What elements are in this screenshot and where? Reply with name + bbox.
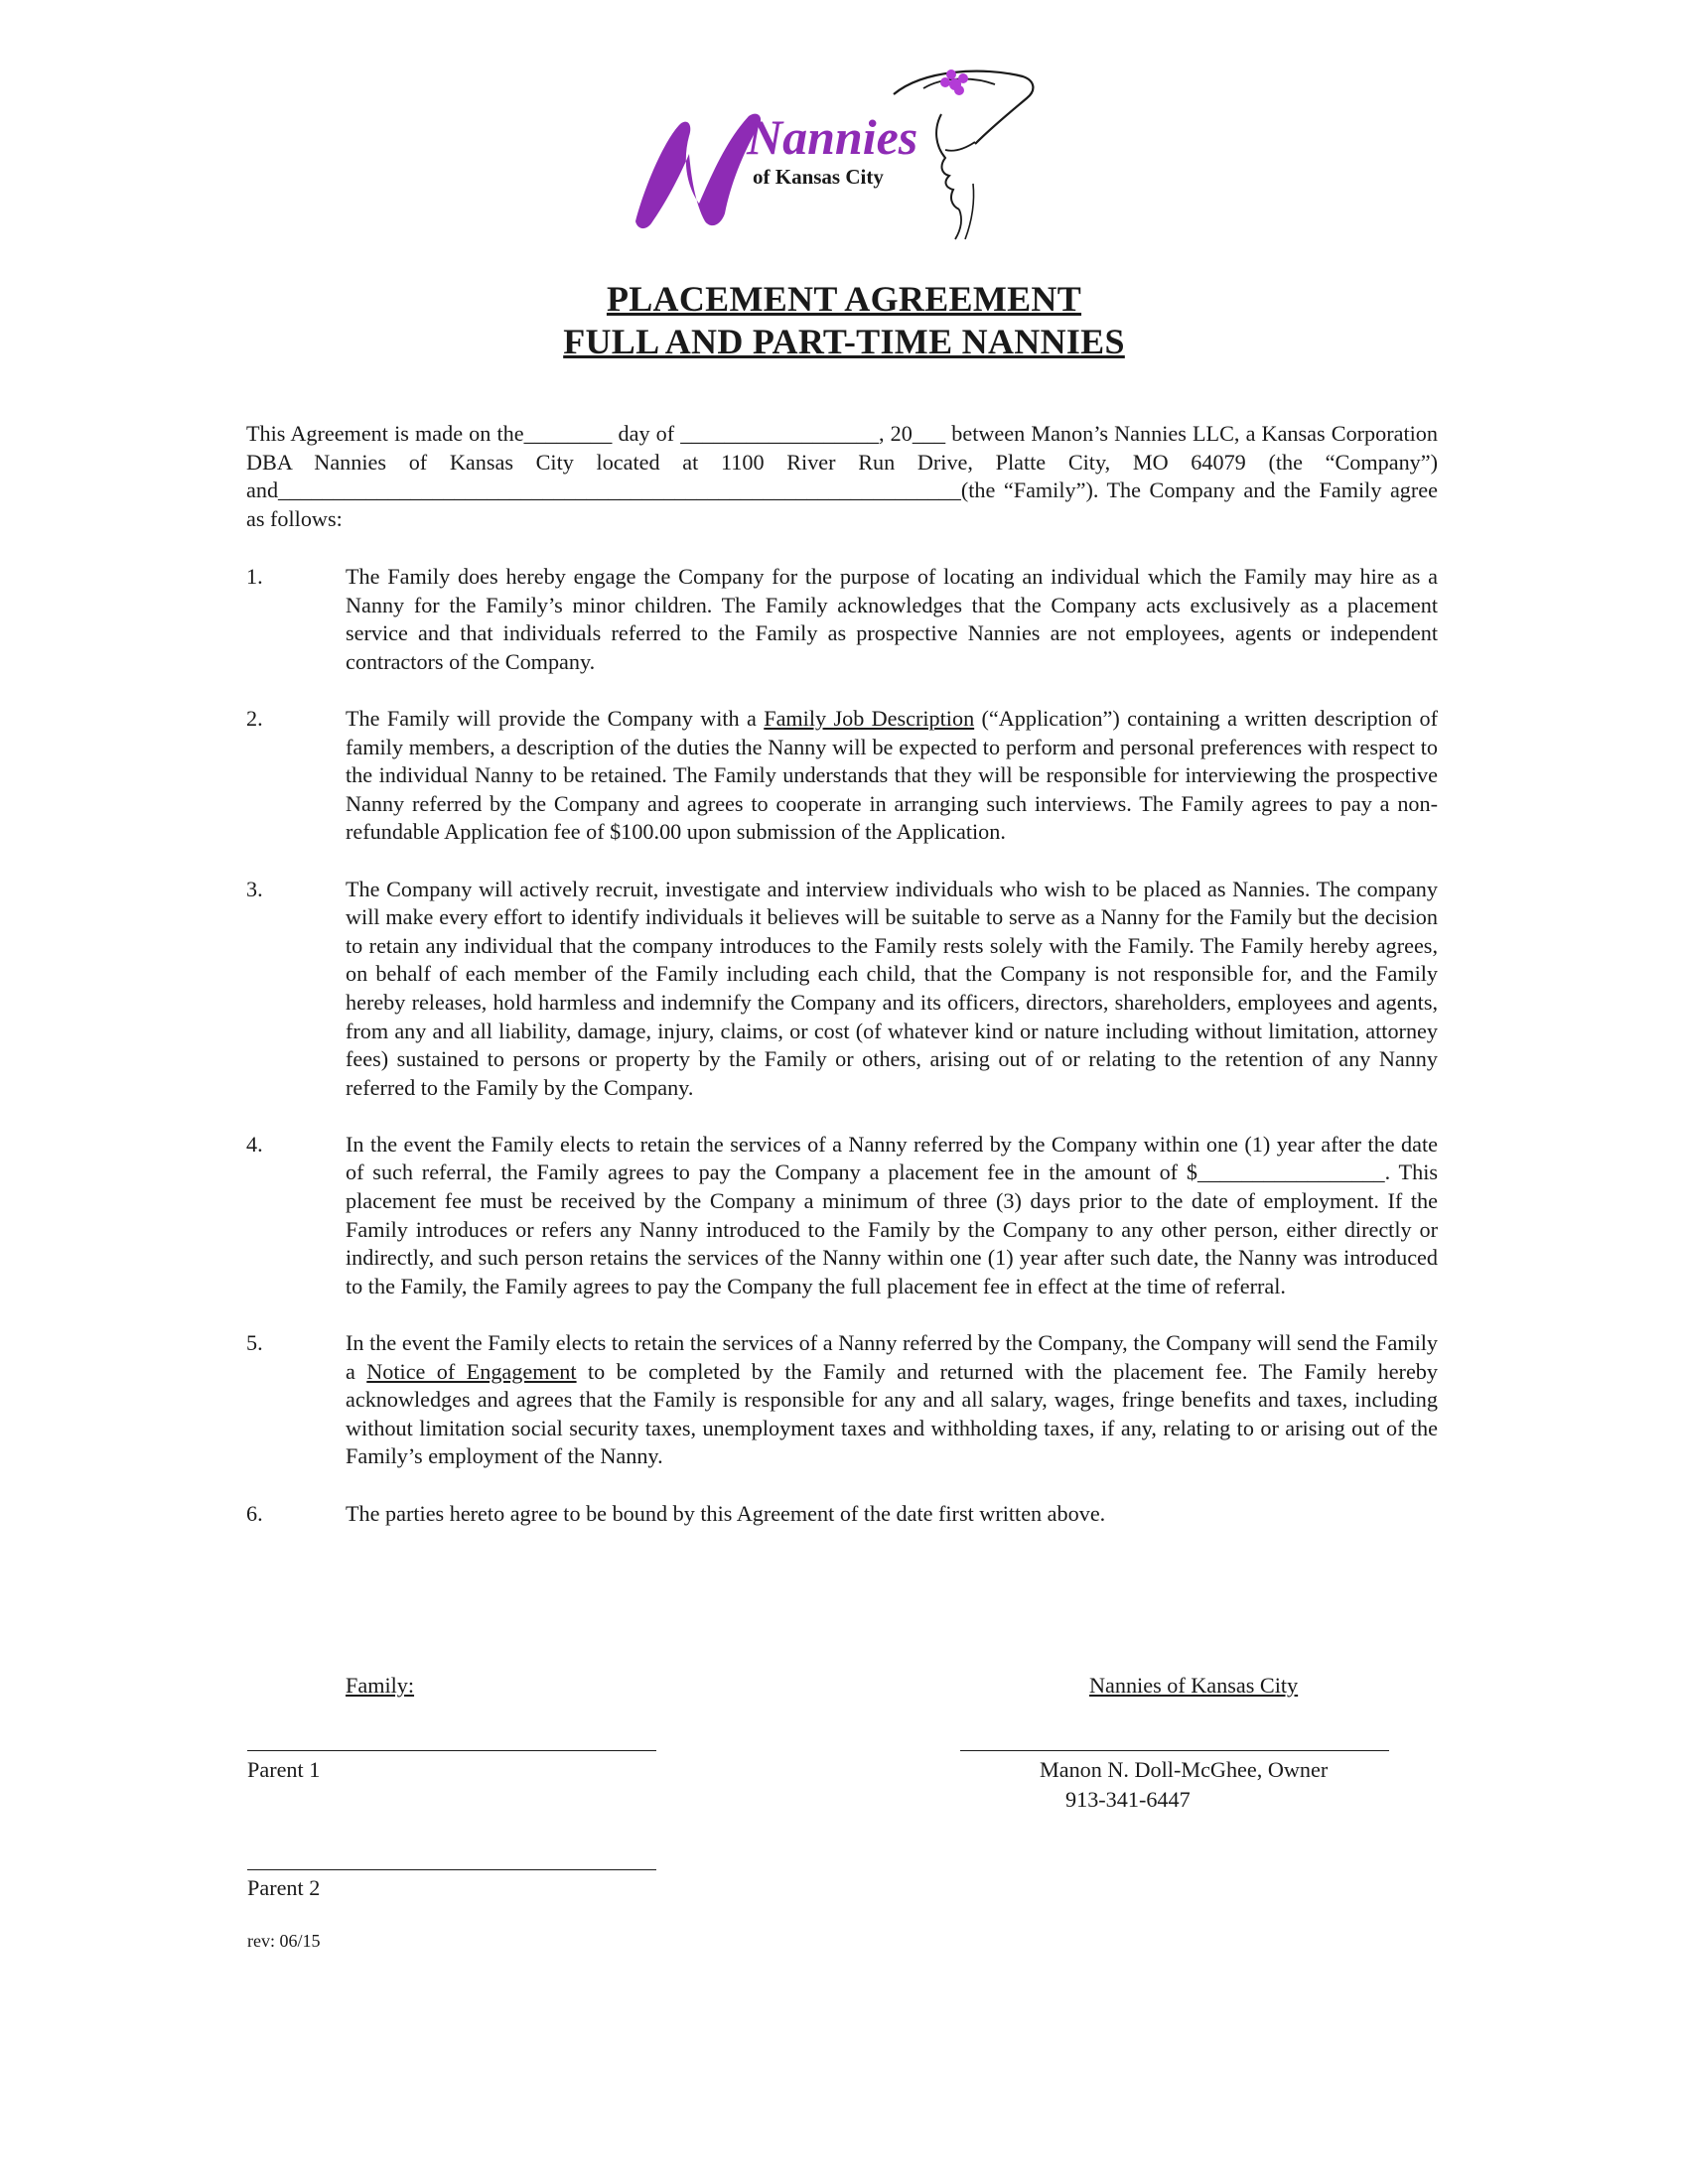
owner-name: Manon N. Doll-McGhee, Owner	[1040, 1757, 1329, 1782]
intro-paragraph: This Agreement is made on the________ day of __________________, 20___ between Manon’s Nannies LLC, a Kansas Corporation DBA Nannies of Kansas City located at 1100 River Run Drive, Platte City, MO 64079 (the “Company”) and______________________________________________________________(the “Family”). The Company and the Family agree as follows:	[246, 421, 1438, 531]
clause-text: to be completed by the Family and returned with the placement fee. The Family hereby acknowledges and agrees that the Family is responsible for any and all salary, wages, fringe benefits and taxes, including without limitation social security taxes, unemployment taxes and withholding taxes, if any, relating to or arising out of the Family’s employment of the Nanny.	[346, 1358, 1438, 1469]
clause-text: The Company will actively recruit, investigate and interview individuals who wish to be placed as Nannies. The company will make every effort to identify individuals it believes will be suitable to serve as a Nanny for the Family but the decision to retain any individual that the company introduces to the Family rests solely with the Family. The Family hereby agrees, on behalf of each member of the Family including each child, that the Company is not responsible for, and the Family hereby releases, hold harmless and indemnify the Company and its officers, directors, shareholders, employees and agents, from any and all liability, damage, injury, claims, or cost (of whatever kind or nature including without limitation, attorney fees) sustained to persons or property by the Family or others, arising out of or relating to the retention of any Nanny referred to the Family by the Company.	[346, 876, 1438, 1100]
clause-number: 1.	[246, 564, 263, 589]
clause-text: The Family will provide the Company with a	[346, 705, 765, 731]
clause-text: In the event the Family elects to retain the services of a Nanny referred by the Company, the Company will send the Family a	[346, 1330, 1438, 1384]
clause-number: 2.	[246, 705, 263, 731]
clause-6	[246, 1500, 1438, 1529]
parent2-signature-line[interactable]	[247, 1869, 656, 1870]
clause-number: 5.	[246, 1330, 263, 1356]
parent2-label: Parent 2	[247, 1875, 321, 1900]
family-signature-heading: Family:	[346, 1673, 415, 1698]
clause-4	[246, 1131, 1438, 1301]
clause-1	[246, 563, 1438, 676]
clause-number: 3.	[246, 876, 263, 901]
clause-number: 4.	[246, 1131, 263, 1157]
company-signature-heading: Nannies of Kansas City	[1089, 1673, 1299, 1698]
clause-text: The parties hereto agree to be bound by this Agreement of the date first written above.	[346, 1500, 1106, 1526]
logo-main-text: Nannies	[747, 109, 918, 165]
logo-sub-text: of Kansas City	[753, 165, 884, 189]
clause-text: In the event the Family elects to retain the services of a Nanny referred by the Company within one (1) year after the date of such referral, the Family agrees to pay the Company a placement fee in the amount of $_________________. This placement fee must be received by the Company a minimum of three (3) days prior to the date of employment. If the Family introduces or refers any Nanny introduced to the Family by the Company to any other person, either directly or indirectly, and such person retains the services of the Nanny within one (1) year after such date, the Nanny was introduced to the Family, the Family agrees to pay the Company the full placement fee in effect at the time of referral.	[346, 1131, 1438, 1298]
document-subtitle: FULL AND PART-TIME NANNIES	[563, 322, 1125, 361]
clause-text: The Family does hereby engage the Company for the purpose of locating an individual which the Family may hire as a Nanny for the Family’s minor children. The Family acknowledges that the Company acts exclusively as a placement service and that individuals referred to the Family as prospective Nannies are not employees, agents or independent contractors of the Company.	[346, 564, 1438, 674]
notice-of-engagement-reference: Notice of Engagement	[366, 1358, 577, 1384]
revision-note: rev: 06/15	[247, 1931, 321, 1951]
clause-2	[246, 705, 1438, 847]
parent1-label: Parent 1	[247, 1757, 321, 1782]
owner-phone: 913-341-6447	[1065, 1787, 1191, 1812]
parent1-signature-line[interactable]	[247, 1750, 656, 1751]
owner-signature-line[interactable]	[960, 1750, 1389, 1751]
company-logo	[626, 55, 1062, 243]
clause-5	[246, 1329, 1438, 1471]
clause-list	[246, 563, 1438, 1528]
clause-number: 6.	[246, 1500, 263, 1526]
clause-3	[246, 876, 1438, 1103]
family-job-description-reference: Family Job Description	[764, 705, 975, 731]
clause-text: (“Application”) containing a written description of family members, a description of the duties the Nanny will be expected to perform and personal preferences with respect to the individual Nanny to be retained. The Family understands that they will be responsible for interviewing the prospective Nanny referred by the Company and agrees to cooperate in arranging such interviews. The Family agrees to pay a non-refundable Application fee of $100.00 upon submission of the Application.	[346, 705, 1438, 845]
document-title: PLACEMENT AGREEMENT	[606, 279, 1082, 319]
